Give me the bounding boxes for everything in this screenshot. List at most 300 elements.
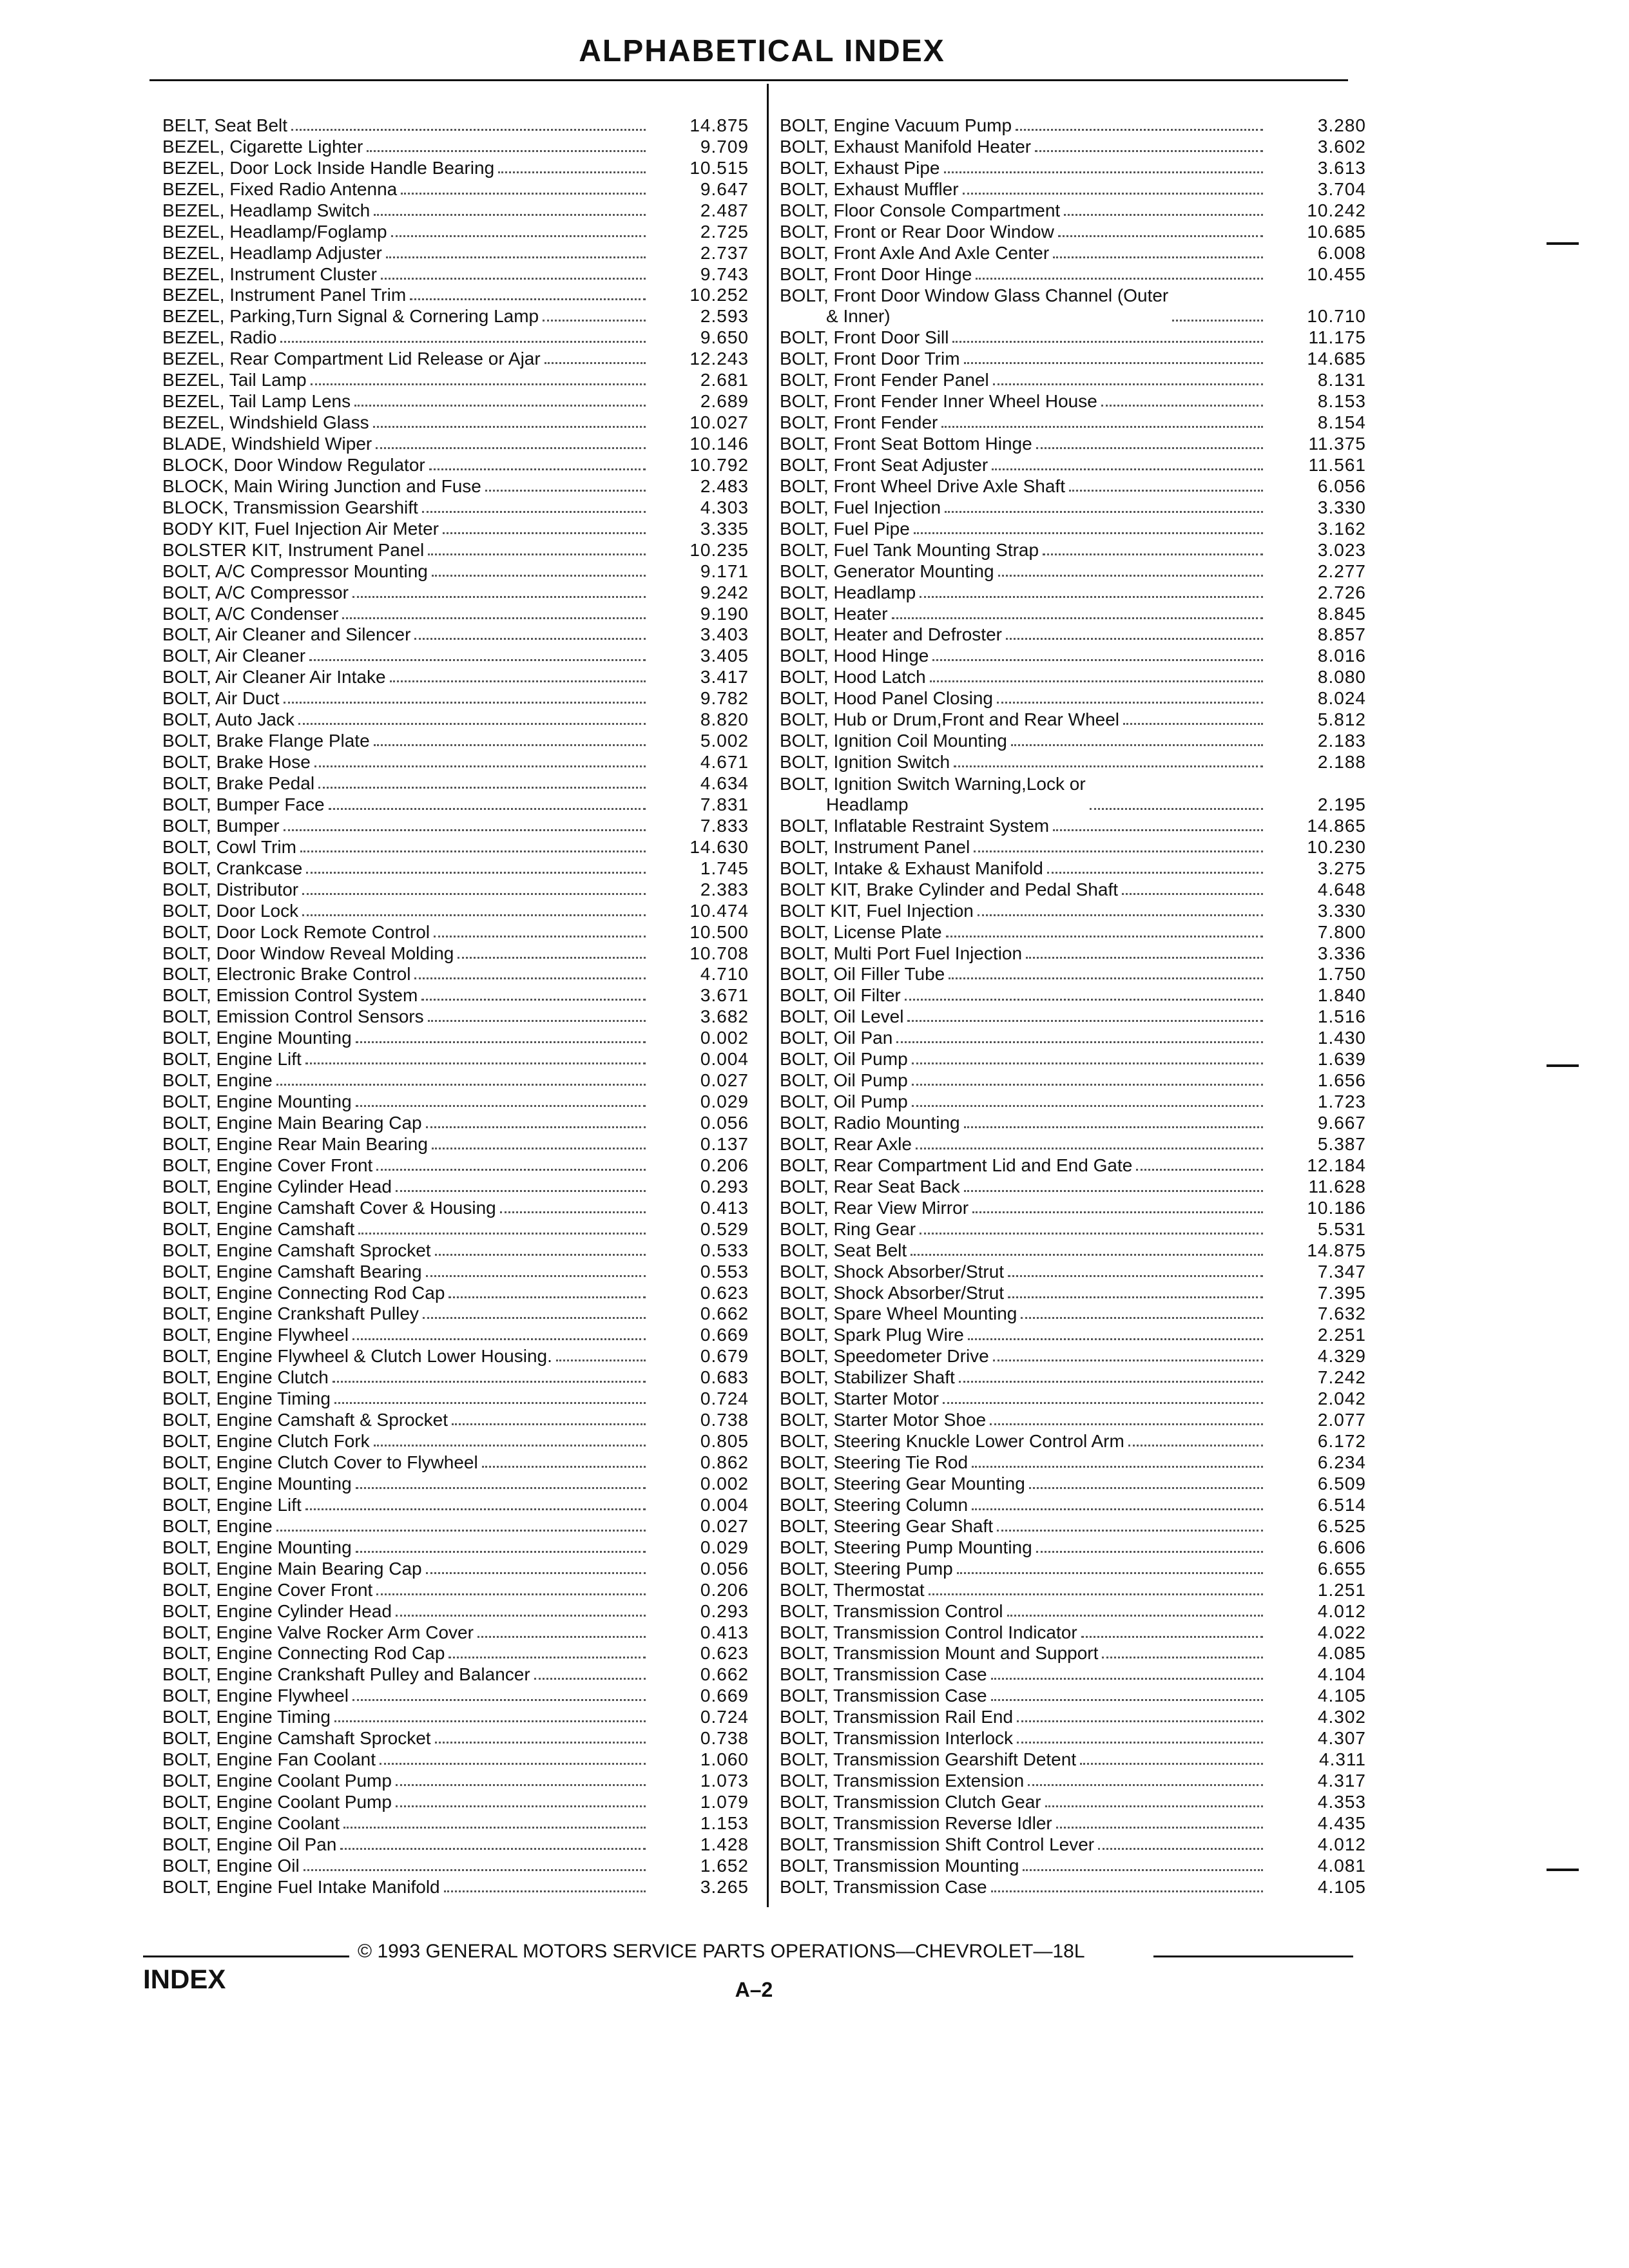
entry-term-text: BOLT, Ignition Switch [780,752,950,773]
dot-leader [990,1423,1263,1425]
index-entry [780,1176,1366,1197]
dot-leader [305,1062,646,1064]
entry-reference: 6.172 [1317,1431,1366,1452]
entry-reference: 1.251 [1317,1579,1366,1600]
dot-leader [932,659,1263,661]
entry-term-text: BOLT, Brake Flange Plate [162,731,370,751]
entry-term [780,1389,939,1409]
entry-reference: 0.533 [700,1240,749,1260]
entry-term-text: BOLT, Transmission Rail End [780,1707,1014,1727]
entry-term [780,327,949,348]
entry-term [780,519,910,539]
index-entry [780,497,1366,518]
entry-reference: 6.234 [1317,1452,1366,1473]
index-entry [162,1261,749,1282]
entry-reference: 4.307 [1317,1728,1366,1749]
entry-reference: 8.820 [700,709,749,730]
dot-leader [941,426,1263,428]
entry-reference: 10.242 [1307,200,1366,220]
index-entry [162,1006,749,1027]
index-entry [780,1622,1366,1643]
entry-term [162,476,481,497]
entry-term-text: BOLT, Exhaust Muffler [780,178,959,199]
entry-term-text: BOLT, Door Lock [162,900,299,921]
entry-reference: 4.311 [1319,1749,1366,1770]
entry-term [162,964,410,985]
index-entry [780,624,1366,646]
index-entry [780,666,1366,687]
entry-reference: 10.474 [689,900,749,921]
margin-mark [1547,242,1579,245]
entry-reference: 11.561 [1308,454,1366,475]
entry-term-text: BOLT, Front Wheel Drive Axle Shaft [780,476,1065,496]
dot-leader [276,1084,646,1086]
dot-leader [423,1317,646,1319]
entry-term-text: BOLT, Air Cleaner [162,646,306,666]
index-entry [780,476,1366,497]
entry-term-text: BOLT, Engine Clutch Fork [162,1431,370,1452]
dot-leader [452,1423,646,1425]
entry-term [780,667,926,687]
index-entry [162,1176,749,1197]
dot-leader [920,1233,1263,1235]
entry-term [162,1643,445,1664]
index-entry [780,1876,1366,1898]
entry-term [162,370,307,390]
entry-term-continuation: & Inner) [826,306,891,327]
dot-leader [963,193,1263,195]
entry-term-text: BOLT, Starter Motor [780,1389,939,1409]
index-entry [162,305,749,327]
index-entry [162,1770,749,1791]
dot-leader [972,1211,1263,1213]
index-entry [162,1070,749,1091]
entry-term [780,200,1060,221]
entry-term-text: BOLT, Engine Cylinder Head [162,1176,392,1196]
entry-term-text: BOLT, Oil Level [780,1006,904,1027]
footer-rule-right [1153,1956,1353,1957]
entry-term [780,604,888,624]
dot-leader [414,977,646,979]
entry-reference: 0.002 [700,1028,749,1048]
dot-leader [396,1190,646,1192]
index-entry [162,1091,749,1112]
entry-reference: 0.413 [700,1622,749,1642]
dot-leader [945,511,1263,513]
dot-leader [1023,1869,1263,1871]
index-entry [162,1749,749,1770]
entry-term [162,816,280,836]
entry-term [780,1028,892,1048]
entry-term-text: BOLT, Transmission Case [780,1686,987,1706]
dot-leader [300,850,646,852]
index-entry [162,1855,749,1876]
dot-leader [448,1657,646,1658]
entry-reference: 10.710 [1307,306,1366,327]
entry-reference: 0.623 [700,1643,749,1664]
index-entry [162,1324,749,1345]
entry-reference: 9.650 [700,327,749,348]
entry-term [780,1410,986,1430]
entry-reference: 3.336 [1317,943,1366,963]
dot-leader [957,1572,1263,1574]
dot-leader [944,171,1264,173]
index-entry [162,200,749,221]
entry-term [162,773,314,794]
dot-leader [907,1020,1263,1022]
entry-reference: 1.153 [700,1812,749,1833]
index-entry [780,1133,1366,1155]
entry-term-text: BOLT, Exhaust Pipe [780,157,940,178]
entry-term-continuation: Headlamp [826,794,909,814]
entry-reference: 2.188 [1317,752,1366,773]
entry-term [780,497,941,518]
index-entry [162,390,749,412]
entry-reference: 11.628 [1308,1176,1366,1196]
index-entry [780,1091,1366,1112]
dot-leader [374,1445,646,1446]
entry-term [780,1516,993,1537]
index-entry [162,687,749,709]
entry-term [780,1283,1004,1303]
entry-term-text: BOLT, Front Fender Inner Wheel House [780,391,1097,412]
index-entry [780,1409,1366,1430]
index-entry [162,858,749,879]
entry-term [162,434,372,454]
entry-term [780,1367,955,1388]
page-number: A–2 [735,1978,773,2001]
entry-reference: 0.738 [700,1728,749,1749]
entry-term-text: BOLT, Engine Mounting [162,1537,352,1557]
dot-leader [912,1084,1263,1086]
entry-reference: 0.662 [700,1664,749,1685]
entry-term-text: BOLT, Engine Lift [162,1049,302,1070]
dot-leader [428,1020,646,1022]
index-entry [162,178,749,200]
entry-term-text: BLADE, Windshield Wiper [162,434,372,454]
entry-term [162,1431,370,1452]
entry-term [162,1452,478,1473]
dot-leader [302,914,646,916]
entry-term [162,1198,496,1218]
entry-term [780,1877,987,1898]
dot-leader [998,575,1263,577]
entry-reference: 2.725 [700,221,749,242]
entry-term [780,1091,908,1112]
entry-reference: 4.317 [1317,1771,1366,1791]
entry-term-text: BEZEL, Radio [162,327,277,348]
index-entry [780,221,1366,242]
entry-term [780,540,1039,561]
entry-term [162,1686,349,1706]
dot-leader [477,1636,646,1638]
entry-term-text: BOLT, Engine Flywheel & Clutch Lower Housing. [162,1346,552,1367]
entry-reference: 7.800 [1317,921,1366,942]
entry-reference: 9.242 [700,582,749,602]
dot-leader [930,680,1263,682]
entry-reference: 5.531 [1317,1218,1366,1239]
dot-leader [444,1890,646,1892]
index-entry [162,1409,749,1430]
entry-term [162,1749,376,1770]
entry-term [162,1028,352,1048]
index-entry [162,221,749,242]
entry-term-text: BOLT, Engine Oil [162,1855,300,1876]
dot-leader [358,1233,646,1235]
entry-term-text: BOLT, Engine Timing [162,1389,331,1409]
dot-leader [1064,214,1263,216]
index-entry [780,1027,1366,1048]
entry-term [162,222,387,242]
entry-term [162,115,287,136]
entry-term-text: BOLT, Engine Valve Rocker Arm Cover [162,1622,474,1642]
entry-reference: 0.662 [700,1303,749,1324]
entry-term [162,731,370,751]
entry-term [162,1771,392,1791]
entry-term-text: BOLT, Speedometer Drive [780,1346,989,1367]
entry-term [162,1177,392,1197]
dot-leader [1045,1805,1263,1807]
index-entry [780,900,1366,921]
index-entry [780,582,1366,603]
entry-term [780,816,1049,836]
dot-leader [1036,447,1263,449]
entry-reference: 0.002 [700,1473,749,1494]
index-entry [780,178,1366,200]
entry-term [162,752,311,773]
entry-term-text: BOLT, Door Lock Remote Control [162,921,430,942]
dot-leader [498,171,646,173]
entry-term [162,879,298,900]
index-entry [162,900,749,921]
dot-leader [376,1593,646,1595]
index-entry [780,943,1366,964]
entry-reference: 9.171 [700,561,749,581]
entry-reference: 6.606 [1317,1537,1366,1557]
entry-reference: 3.405 [700,646,749,666]
index-entry [162,412,749,433]
dot-leader [964,362,1263,364]
index-entry [780,136,1366,157]
entry-term [162,1367,329,1388]
index-entry [162,1388,749,1409]
entry-term [780,1813,1052,1834]
entry-term [162,137,363,157]
entry-term [780,1155,1132,1176]
dot-leader [482,1466,646,1468]
index-entry [162,773,749,794]
entry-reference: 0.669 [700,1325,749,1345]
entry-term [162,519,439,539]
index-entry [162,1345,749,1367]
dot-leader [309,659,646,661]
dot-leader [374,214,646,216]
entry-term-text: BEZEL, Headlamp Adjuster [162,242,382,263]
dot-leader [414,638,646,640]
dot-leader [974,850,1263,852]
index-entry [162,1600,749,1622]
entry-term-text: BEZEL, Parking,Turn Signal & Cornering Lamp [162,306,539,327]
entry-reference: 0.029 [700,1537,749,1557]
entry-term [780,1262,1004,1282]
entry-reference: 4.671 [700,752,749,773]
dot-leader [432,1148,646,1149]
index-entry [780,1749,1366,1770]
entry-term [162,1495,302,1515]
entry-term-text: BOLT, Oil Pump [780,1070,908,1091]
index-entry [162,539,749,561]
dot-leader [968,1338,1263,1340]
dot-leader [380,1763,646,1765]
entry-term [780,264,972,285]
index-entry [162,1643,749,1664]
entry-term [162,1134,428,1155]
dot-leader [421,999,646,1001]
entry-term [162,285,406,305]
index-entry [162,1027,749,1048]
dot-leader [367,150,646,152]
margin-mark [1547,1869,1579,1871]
entry-term-text: BEZEL, Windshield Glass [162,412,369,433]
entry-term-text: BOLT, Electronic Brake Control [162,964,411,985]
entry-reference: 0.623 [700,1282,749,1303]
dot-leader [334,1402,646,1404]
entry-term [780,1452,968,1473]
index-entry [162,497,749,518]
dot-leader [500,1211,646,1213]
dot-leader [1008,1296,1263,1298]
entry-term [162,646,305,666]
dot-leader [964,1190,1263,1192]
index-entry [780,1770,1366,1791]
entry-term-text: BOLT, Engine Mounting [162,1473,352,1494]
dot-leader [997,1530,1263,1532]
entry-reference: 6.514 [1317,1494,1366,1515]
index-entry [780,985,1366,1006]
entry-term [162,1113,422,1133]
entry-reference: 5.812 [1317,709,1366,730]
index-column-right [780,115,1366,1898]
entry-term [780,370,989,390]
entry-reference: 1.745 [700,858,749,878]
entry-term-text: BOLSTER KIT, Instrument Panel [162,539,425,560]
entry-term [780,243,1049,264]
index-entry [780,561,1366,582]
entry-reference: 8.153 [1317,391,1366,412]
dot-leader [435,1254,646,1256]
dot-leader [1008,1275,1263,1277]
dot-leader [916,1148,1263,1149]
entry-term-text: BOLT, Steering Tie Rod [780,1452,969,1473]
entry-term-text: BOLT, Oil Pump [780,1049,908,1070]
entry-term [162,327,276,348]
entry-term [162,901,298,921]
entry-term [162,306,539,327]
index-entry [162,1452,749,1473]
entry-term [780,985,901,1006]
entry-reference: 4.081 [1317,1855,1366,1876]
index-entry [780,964,1366,985]
entry-reference: 7.632 [1317,1303,1366,1324]
entry-reference: 4.329 [1317,1346,1366,1367]
entry-reference: 2.277 [1317,561,1366,581]
entry-reference: 14.875 [1307,1240,1366,1260]
dot-leader [352,596,646,598]
dot-leader [1102,1657,1263,1658]
entry-term [162,1856,300,1876]
dot-leader [1035,150,1263,152]
entry-reference: 0.724 [700,1707,749,1727]
entry-term-text: BOLT, Rear Seat Back [780,1176,960,1196]
entry-term [780,1537,1032,1558]
index-entry [780,1070,1366,1091]
index-entry [162,327,749,348]
entry-term-text: BEZEL, Tail Lamp [162,370,307,390]
entry-term-text: BOLT, Hub or Drum,Front and Rear Wheel [780,709,1120,730]
entry-term [780,1601,1003,1622]
index-entry [162,645,749,666]
entry-reference: 14.685 [1307,349,1366,369]
entry-term-text: BOLT, Intake & Exhaust Manifold [780,858,1043,878]
dot-leader [1098,1848,1263,1850]
entry-reference: 9.647 [700,178,749,199]
entry-term-text: BOLT, Engine Mounting [162,1091,352,1112]
index-entry [780,1324,1366,1345]
entry-reference: 4.648 [1317,879,1366,899]
dot-leader [1017,1742,1263,1744]
entry-reference: 2.077 [1317,1410,1366,1430]
entry-term-text: BOLT, Engine [162,1515,273,1536]
entry-term [162,1580,372,1600]
entry-term [780,1728,1013,1749]
entry-term-text: BOLT, Brake Hose [162,752,311,773]
entry-term-text: BOLT, Engine Crankshaft Pulley [162,1303,419,1324]
dot-leader [1090,808,1263,810]
entry-term-text: BOLT, Engine Fan Coolant [162,1749,376,1770]
index-entry [162,285,749,306]
entry-term-text: BOLT, Engine Flywheel [162,1325,349,1345]
dot-leader [1128,1445,1263,1446]
entry-term-text: BOLT, Oil Filler Tube [780,964,945,985]
entry-term-text: BOLT, Transmission Mounting [780,1855,1019,1876]
entry-term [780,1622,1077,1643]
entry-reference: 9.709 [700,136,749,157]
dot-leader [1101,405,1263,407]
entry-reference: 9.667 [1317,1113,1366,1133]
entry-term [780,943,1022,964]
index-entry [162,751,749,773]
dot-leader [543,320,646,322]
index-entry [780,285,1366,327]
entry-term-text: BOLT, Front Fender Panel [780,370,989,390]
entry-term [162,1834,336,1855]
dot-leader [1036,1551,1263,1553]
entry-term [780,1325,964,1345]
entry-term-text: BOLT, Emission Control System [162,985,418,1006]
entry-reference: 0.206 [700,1579,749,1600]
index-entry [780,1812,1366,1834]
entry-term [780,1664,987,1685]
entry-reference: 7.395 [1317,1282,1366,1303]
index-entry [780,1685,1366,1706]
index-entry [162,1579,749,1600]
entry-term-text: BEZEL, Fixed Radio Antenna [162,178,398,199]
index-entry [162,1112,749,1133]
index-entry [780,1706,1366,1727]
dot-leader [534,1678,646,1680]
index-entry [780,1240,1366,1261]
entry-term [780,1580,925,1600]
